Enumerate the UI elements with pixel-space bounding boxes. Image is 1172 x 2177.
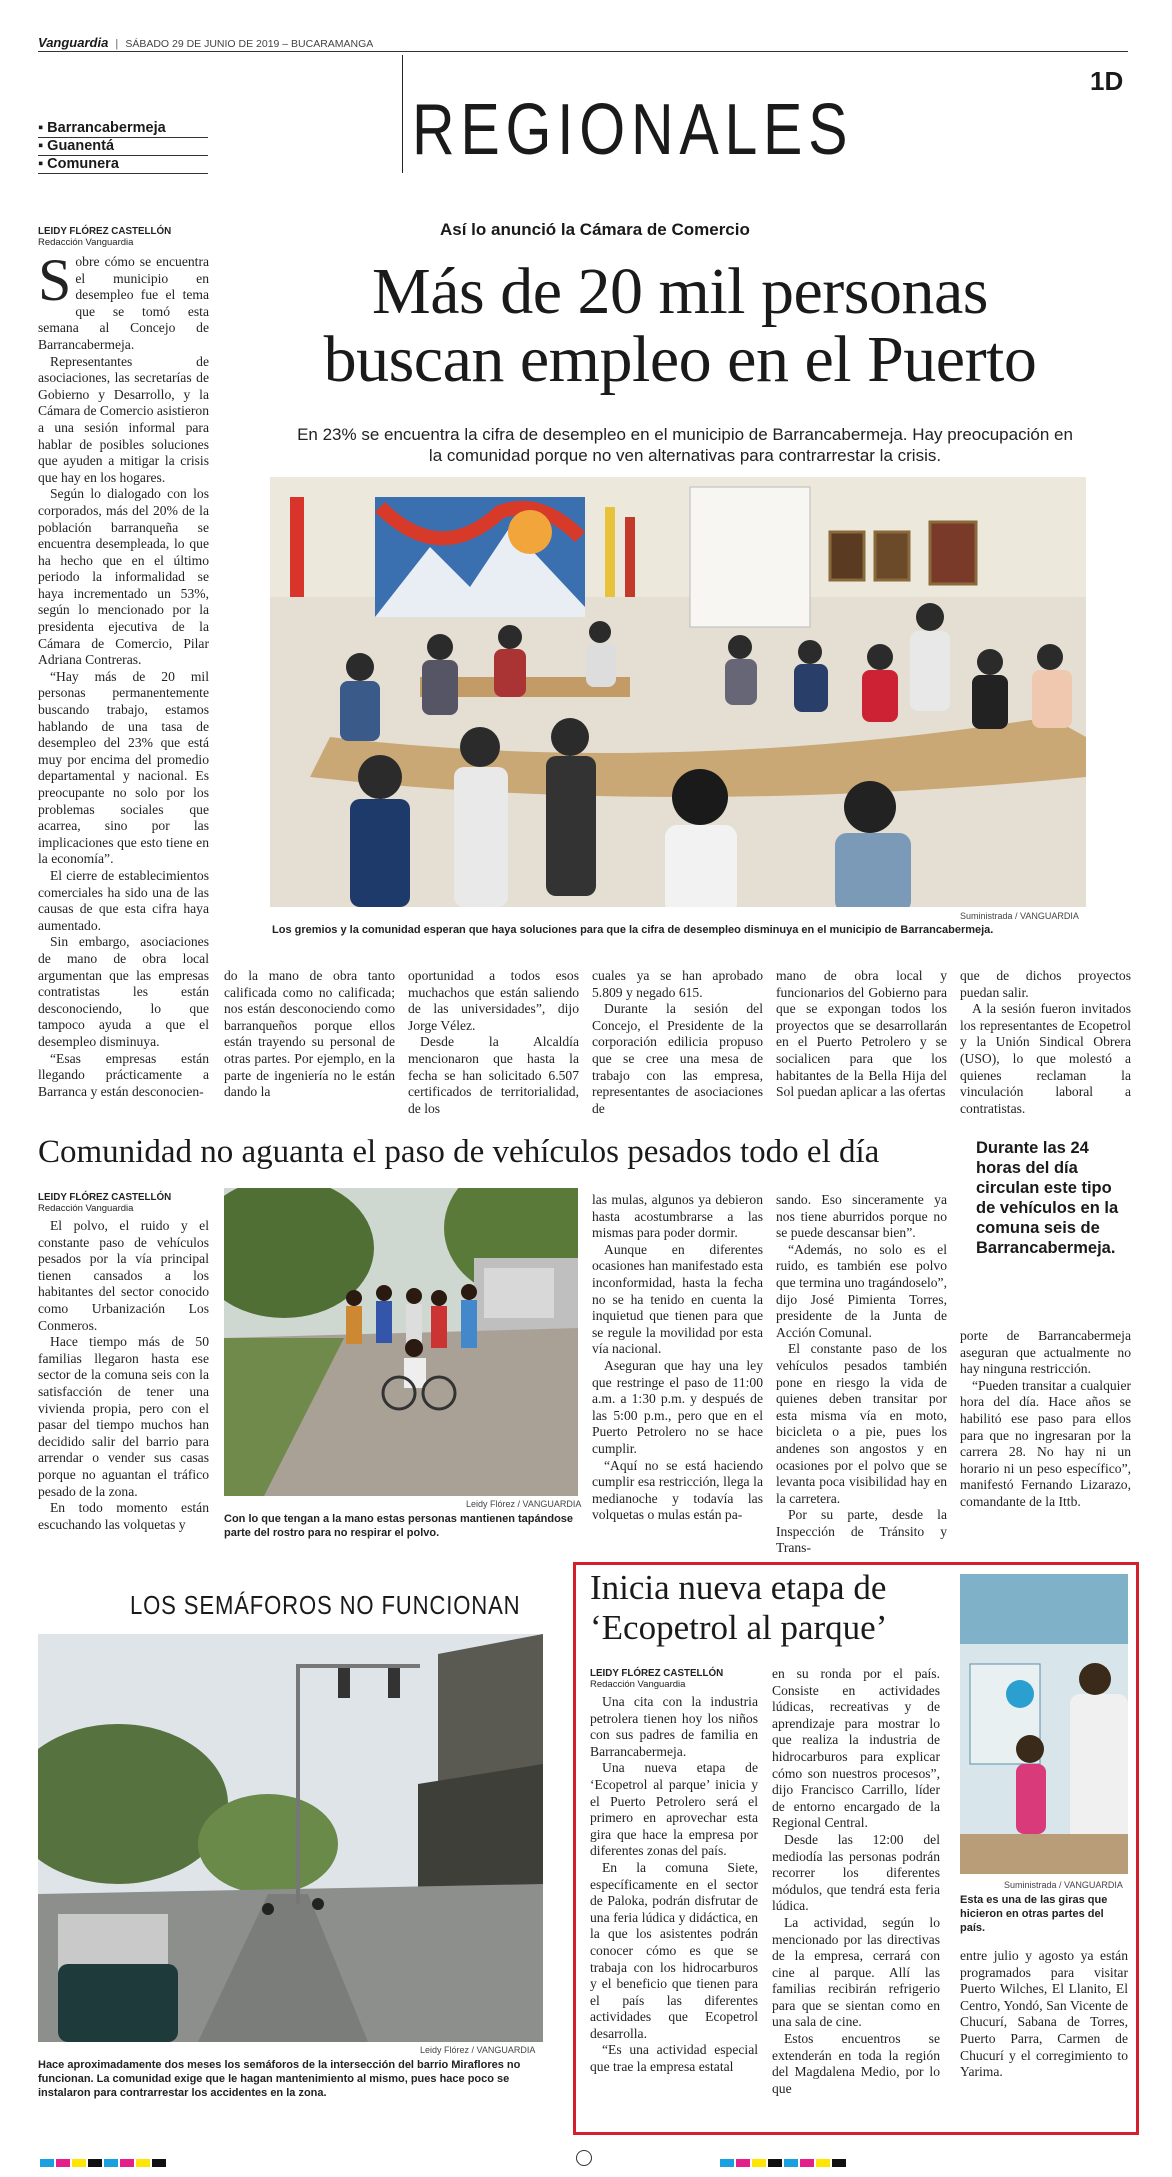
nav-item-comunera[interactable]: ▪ Comunera	[38, 156, 208, 174]
print-color-bar-right	[720, 2154, 848, 2172]
ecopetrol-column-3: entre julio y agosto ya están programados para visitar Puerto Wilches, El Llanito, El Centro, Yondó, San Vicente de Chucurí, Sabana de Torres, Puerto Parra, Carmen de Chucurí y el corregimiento to Yarima.	[960, 1948, 1128, 2080]
semaforos-photo-credit: Leidy Flórez / VANGUARDIA	[420, 2045, 536, 2055]
second-byline: LEIDY FLÓREZ CASTELLÓN Redacción Vanguardia	[38, 1192, 172, 1214]
nav-item-guaneta[interactable]: ▪ Guanentá	[38, 138, 208, 156]
ecopetrol-column-2: en su ronda por el país. Consiste en actividades lúdicas, recreativas y de aprendizaje para mostrar lo que realiza la industria de hidrocarburos para explicar cómo son nuestros procesos”, dijo Francisco Carrillo, líder de entorno encargado de la Regional Central. Desde las 12:00 del mediodía las personas podrán recorrer los diferentes módulos, que tendrá esta feria lúdica. La actividad, según lo mencionado por las directivas de la empresa, cerrará con cine al parque. Allí las familias recibirán refrigerio para que se sientan como en una sala de cine. Estos encuentros se extenderán en toda la región del Magdalena Medio, por lo que	[772, 1666, 940, 2096]
semaforos-headline: LOS SEMÁFOROS NO FUNCIONAN	[130, 1590, 521, 1620]
lead-column-1: S obre cómo se encuentra el municipio en desempleo fue el tema que se tomó esta semana al Concejo de Barrancabermeja. Representantes de asociaciones, las secretarías de Gobierno y Desarrollo, y la Cámara de Comercio asistieron a una sesión informal para hablar de posibles soluciones que ayuden a mitigar la crisis que hay en los hogares. Según lo dialogado con los corporados, más del 20% de la población barranqueña se encuentra desempleada, lo que ha hecho que en el último periodo la informalidad se haya incrementado un 53%, según lo mencionado por la presidenta ejecutiva de la Cámara de Comercio, Pilar Adriana Contreras. “Hay más de 20 mil personas permanentemente buscando trabajo, estamos hablando de una tasa de desempleo del 23% que está muy por encima del promedio departamental y nacional. Es preocupante no solo por los problemas sociales que acarrea, sino por las implicaciones que esto tiene en la economía”. El cierre de establecimientos comerciales ha sido una de las causas de que esta cifra haya aumentado. Sin embargo, asociaciones de mano de obra local argumentan que las empresas contratistas les están desconociendo, lo que tampoco ayuda a que el desempleo disminuya. “Esas empresas están llegando prácticamente a Barranca y están desconocien-	[38, 247, 209, 1099]
lead-deck: En 23% se encuentra la cifra de desempleo en el municipio de Barrancabermeja. Hay preocupación en la comunidad porque no ven alternativas para contrarrestar la crisis.	[297, 425, 1073, 465]
second-photo-caption: Con lo que tengan a la mano estas personas mantienen tapándose parte del rostro para no respirar el polvo.	[224, 1513, 574, 1539]
ecopetrol-photo-credit: Suministrada / VANGUARDIA	[1004, 1880, 1123, 1890]
fair-activity-image	[960, 1574, 1128, 1874]
second-column-1: El polvo, el ruido y el constante paso de vehículos pesados por la vía principal tienen cansados a los habitantes del sector conocido como Urbanización Los Conmeros. Hace tiempo más de 50 familias llegaron hasta ese sector de la comuna seis con la satisfacción de tener una vivienda propia, pero con el pasar del tiempo muchos han decidido salir del barrio para arrendar o vender sus casas porque no aguantan el tráfico pesado de la zona. En todo momento están escuchando las volquetas y	[38, 1218, 209, 1532]
lead-headline: Más de 20 mil personas buscan empleo en el Puerto	[323, 255, 1037, 396]
second-pullquote: Durante las 24 horas del día circulan este tipo de vehículos en la comuna seis de Barrancabermeja.	[976, 1139, 1119, 1257]
section-divider-vertical	[402, 55, 403, 173]
lead-column-2: do la mano de obra tanto calificada como no calificada; nos están desconociendo como barranqueños porque ellos están trayendo su personal de otras partes. Por ejemplo, en la parte de ingeniería no le están dando la	[224, 968, 395, 1100]
lead-column-3: oportunidad a todos esos muchachos que están saliendo de las universidades”, dijo Jorge Vélez. Desde la Alcaldía mencionaron que hasta la fecha se han solicitado 6.507 certificados de territorialidad, de los	[408, 968, 579, 1116]
ecopetrol-headline: Inicia nueva etapa de ‘Ecopetrol al parque’	[590, 1568, 888, 1647]
ecopetrol-byline: LEIDY FLÓREZ CASTELLÓN Redacción Vanguardia	[590, 1668, 724, 1690]
semaforos-photo-caption: Hace aproximadamente dos meses los semáforos de la intersección del barrio Miraflores no funcionan. La comunidad exige que le hagan mantenimiento al mismo, pues hace poco se instalaron para contrarrestar los accidentes en la zona.	[38, 2059, 521, 2099]
second-photo-residents	[224, 1188, 578, 1496]
second-photo-credit: Leidy Flórez / VANGUARDIA	[466, 1499, 582, 1509]
lead-photo-caption: Los gremios y la comunidad esperan que haya soluciones para que la cifra de desempleo disminuya en el municipio de Barrancabermeja.	[272, 924, 994, 936]
lead-kicker: Así lo anunció la Cámara de Comercio	[440, 220, 750, 239]
second-column-4: sando. Eso sinceramente ya nos tiene aburridos porque no se puede descansar bien”. “Además, no solo es el ruido, es también ese polvo que termina uno tragándoselo”, dijo José Pimienta Torres, presidente de la Junta de Acción Comunal. El constante paso de los vehículos pesados también pone en riesgo la vida de quienes deben transitar por esta misma vía en moto, bicicleta o a pie, pues los andenes son angostos y en ocasiones por el polvo que se levanta poca visibilidad hay en la carretera. Por su parte, desde la Inspección de Tránsito y Trans-	[776, 1192, 947, 1556]
residents-street-image	[224, 1188, 578, 1496]
registration-mark-icon	[576, 2150, 592, 2166]
brand-logo: Vanguardia	[38, 35, 109, 50]
second-headline: Comunidad no aguanta el paso de vehículos pesados todo el día	[38, 1134, 880, 1170]
semaforos-photo-intersection	[38, 1634, 543, 2042]
dateline: SÁBADO 29 DE JUNIO DE 2019 – BUCARAMANGA	[125, 38, 374, 50]
ecopetrol-column-1: Una cita con la industria petrolera tienen hoy los niños con sus padres de familia en Barrancabermeja. Una nueva etapa de ‘Ecopetrol al parque’ inicia y el Puerto Petrolero será el primero en aprovechar esta gira que hace la empresa por diferentes zonas del país. En la comuna Siete, específicamente en el sector de Paloka, podrán disfrutar de una feria lúdica y didáctica, en la que los asistentes podrán conocer cómo es que se trabaja con los hidrocarburos y el beneficio que tienen para el país las diferentes actividades que Ecopetrol desarrolla. “Es una actividad especial que trae la empresa estatal	[590, 1694, 758, 2075]
second-column-3: las mulas, algunos ya debieron hasta acostumbrarse a las mismas para poder dormir. Aunque en diferentes ocasiones han manifestado esta inconformidad, hasta la fecha no se ha tenido en cuenta la inquietud que tienen para que se regule la movilidad por esta vía nacional. Aseguran que hay una ley que restringe el paso de 11:00 a.m. a 1:30 p.m. y después de las 5:00 p.m., pero que en el Puerto Petrolero no se hace cumplir. “Aquí no se está haciendo cumplir esa restricción, llega la medianoche y todavía las volquetas o mulas están pa-	[592, 1192, 763, 1523]
lead-photo-credit: Suministrada / VANGUARDIA	[960, 911, 1079, 921]
print-color-bar-left	[40, 2154, 168, 2172]
page-number: 1D	[1090, 66, 1124, 96]
second-column-5: porte de Barrancabermeja aseguran que actualmente no hay ninguna restricción. “Pueden transitar a cualquier hora del día. Hace años se habilitó ese paso para ellos para que no ingresaran por la carrera 28. No hay ni un horario ni un peso específico”, manifestó Fernando Lizarazo, comandante de la Ittb.	[960, 1328, 1131, 1509]
lead-column-5: mano de obra local y funcionarios del Gobierno para que se expongan todos los proyectos que se desarrollarán en el Puerto Petrolero y se socialicen para que los habitantes de la Bella Hija del Sol puedan aplicar a las ofertas	[776, 968, 947, 1100]
lead-photo-council-session	[270, 477, 1086, 907]
nav-item-barrancabermeja[interactable]: ▪ Barrancabermeja	[38, 120, 208, 138]
masthead-strip: Vanguardia | SÁBADO 29 DE JUNIO DE 2019 – BUCARAMANGA	[38, 35, 1128, 52]
ecopetrol-photo-caption: Esta es una de las giras que hicieron en otras partes del país.	[960, 1894, 1108, 1934]
lead-byline: LEIDY FLÓREZ CASTELLÓN Redacción Vanguardia	[38, 226, 172, 248]
ecopetrol-photo-fair	[960, 1574, 1128, 1874]
lead-column-6: que de dichos proyectos puedan salir. A la sesión fueron invitados los representantes de Ecopetrol y la Unión Sindical Obrera (USO), lo que molestó a quienes reclaman la vinculación laboral a contratistas.	[960, 968, 1131, 1116]
lead-column-4: cuales ya se han aprobado 5.809 y negado 615. Durante la sesión del Concejo, el Presidente de la corporación edilicia propuso que se cree una mesa de trabajo con las empresa, representantes de asociaciones de	[592, 968, 763, 1116]
dropcap: S	[38, 247, 72, 313]
intersection-image	[38, 1634, 543, 2042]
council-session-image	[270, 477, 1086, 907]
section-nav	[38, 120, 208, 174]
section-title: REGIONALES	[412, 90, 854, 170]
